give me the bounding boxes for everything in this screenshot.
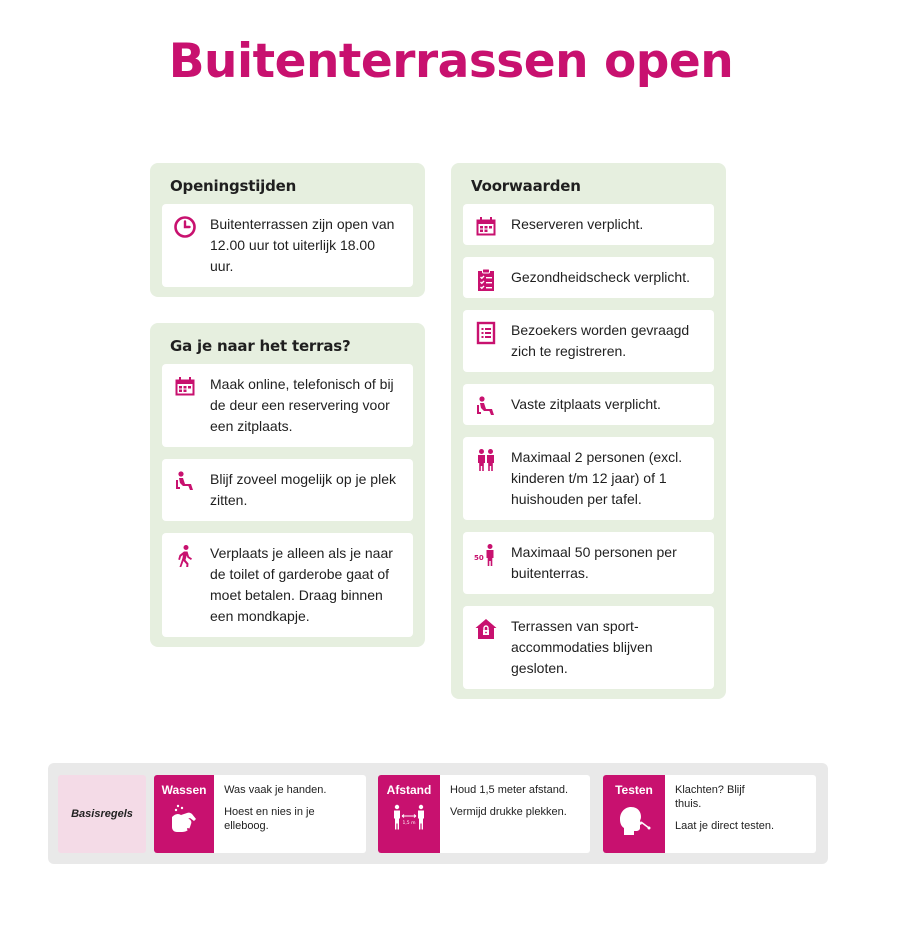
item-text: Maak online, telefonisch of bij de deur een reservering voor een zitplaats. — [210, 376, 394, 434]
seated-person-icon — [473, 394, 499, 420]
rule-head — [378, 775, 440, 853]
list-item — [463, 384, 714, 425]
two-people-icon — [473, 447, 499, 473]
rule-line: Houd 1,5 meter afstand. — [450, 784, 569, 796]
list-item — [162, 364, 413, 447]
seated-person-icon — [172, 469, 198, 495]
register-form-icon — [473, 320, 499, 346]
rule-head-label: Wassen — [161, 783, 207, 797]
calendar-icon — [473, 214, 499, 240]
test-swab-icon — [617, 803, 651, 842]
walking-person-icon — [172, 543, 198, 569]
list-item — [162, 459, 413, 521]
hand-washing-icon — [167, 803, 201, 842]
list-item — [162, 533, 413, 637]
rule-head — [603, 775, 665, 853]
voorwaarden-heading: Voorwaarden — [471, 177, 581, 195]
list-item — [463, 204, 714, 245]
rule-line: Hoest en nies in je elleboog. — [224, 806, 315, 832]
openingstijden-heading: Openingstijden — [170, 177, 297, 195]
list-item — [463, 606, 714, 689]
clock-icon — [172, 214, 198, 240]
item-text: Blijf zoveel mogelijk op je plek zitten. — [210, 471, 396, 508]
item-text: Vaste zitplaats verplicht. — [511, 396, 661, 412]
rule-line: Laat je direct testen. — [675, 820, 775, 832]
item-text: Reserveren verplicht. — [511, 216, 644, 232]
rule-testen — [603, 775, 816, 853]
calendar-icon — [172, 374, 198, 400]
rule-wassen — [154, 775, 366, 853]
clipboard-checklist-icon — [473, 267, 499, 293]
item-text: Maximaal 2 personen (excl. kinderen t/m 12 jaar) of 1 huishouden per tafel. — [511, 449, 683, 507]
item-text: Verplaats je alleen als je naar de toilet of garderobe gaat of moet betalen. Draag binnen een mondkapje. — [210, 545, 393, 624]
basisregels-label: Basisregels — [58, 775, 146, 853]
rule-line: Vermijd drukke plekken. — [450, 806, 567, 818]
openingstijden-panel — [150, 163, 425, 297]
list-item — [463, 310, 714, 372]
rule-afstand — [378, 775, 590, 853]
rule-line: Was vaak je handen. — [224, 784, 327, 796]
rule-line: Klachten? Blijf thuis. — [675, 784, 745, 810]
basisregels-bar — [48, 763, 828, 864]
fifty-people-icon — [473, 542, 499, 568]
list-item — [463, 437, 714, 520]
list-item — [162, 204, 413, 287]
item-text: Bezoekers worden gevraagd zich te registreren. — [511, 322, 690, 359]
voorwaarden-panel — [451, 163, 726, 699]
rule-head — [154, 775, 214, 853]
distance-icon — [392, 803, 426, 842]
item-text: Terrassen van sport-accommodaties blijven gesloten. — [511, 618, 653, 676]
rule-head-label: Testen — [615, 783, 653, 797]
list-item — [463, 532, 714, 594]
page-title: Buitenterrassen open — [168, 34, 734, 89]
item-text: Buitenterrassen zijn open van 12.00 uur tot uiterlijk 18.00 uur. — [210, 216, 395, 274]
item-text: Maximaal 50 personen per buitenterras. — [511, 544, 677, 581]
item-text: Gezondheidscheck verplicht. — [511, 269, 690, 285]
svg-text:50: 50 — [474, 554, 484, 562]
distance-label: 1,5 m — [402, 821, 416, 826]
terras-panel — [150, 323, 425, 647]
list-item — [463, 257, 714, 298]
locked-house-icon — [473, 616, 499, 642]
terras-heading: Ga je naar het terras? — [170, 337, 351, 355]
rule-head-label: Afstand — [386, 783, 432, 797]
